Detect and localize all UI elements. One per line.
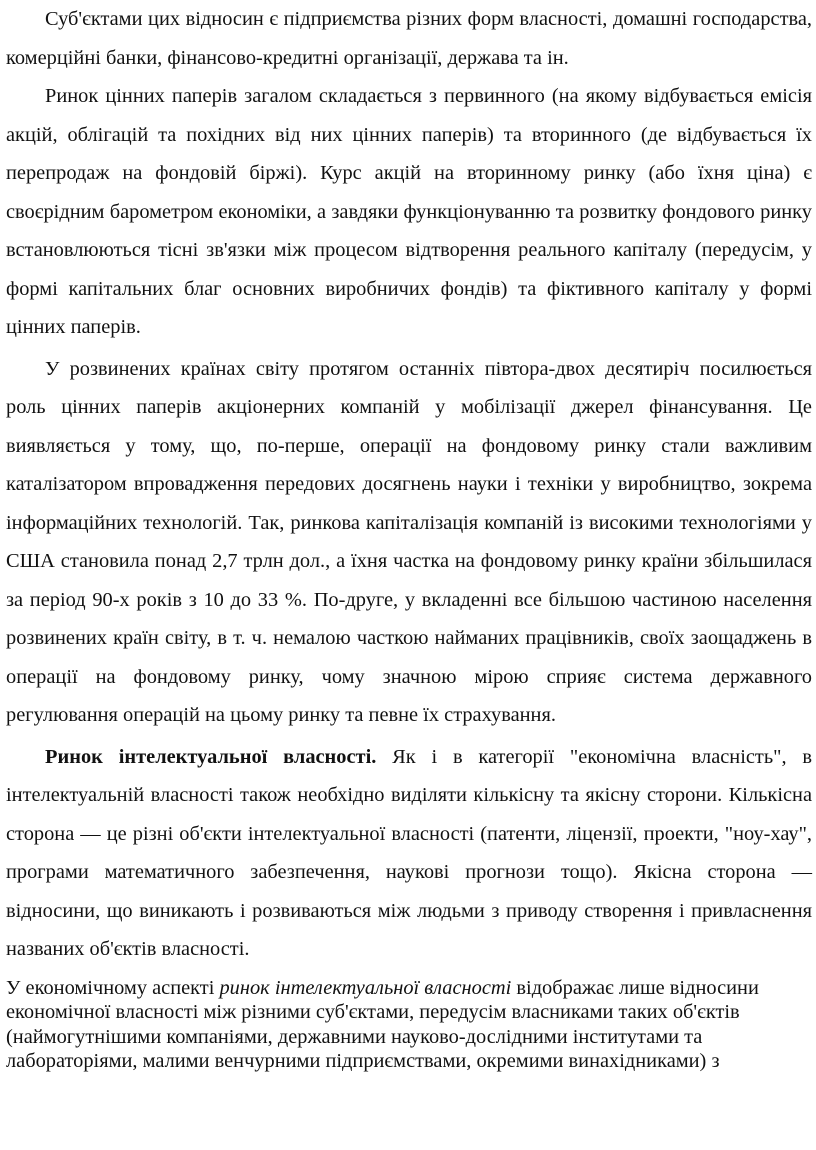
paragraph-developed-countries: У розвинених країнах світу протягом останніх півтора-двох десятиріч посилюється роль цінних паперів акціонерних компаній у мобілізації джерел фінансування. Це виявляється у тому, що, по-перше, операції на фондовому ринку стали важливим каталізатором впровадження передових досягнень науки і техніки у виробництво, зокрема інформаційних технологій. Так, ринкова капіталізація компаній із високими технологіями у США становила понад 2,7 трлн дол., а їхня частка на фондовому ринку країни збільшилася за період 90-х років з 10 до 33 %. По-друге, у вкладенні все більшою частиною населення розвинених країн світу, в т. ч. немалою часткою найманих працівників, своїх заощаджень в операції на фондовому ринку, чому значною мірою сприяє система державного регулювання операцій на цьому ринку та певне їх страхування. — [6, 357, 812, 726]
paragraph-text: Як і в категорії "економічна власність", в інтелектуальній власності також необхідно виділяти кількісну та якісну сторони. Кількісна сторона — це різні об'єкти інтелектуальної власності (патенти, ліцензії, проекти, "ноу-хау", програми математичного забезпечення, наукові прогнози тощо). Якісна сторона — відносини, що виникають і розвиваються між людьми з приводу створення і привласнення названих об'єктів власності. — [6, 745, 812, 960]
paragraph-text-start: У економічному аспекті — [6, 976, 220, 999]
paragraph-text-rest: відображає лише відносини економічної власності між різними суб'єктами, передусім власниками таких об'єктів (наймогутнішими компаніями, державними науково-дослідними інститутами та лабораторіями, малими венчурними підприємствами, окремими винахідниками) з — [6, 976, 759, 1072]
paragraph-subjects: Суб'єктами цих відносин є підприємства різних форм власності, домашні господарства, комерційні банки, фінансово-кредитні організації, держава та ін. — [6, 8, 812, 69]
section-heading: Ринок інтелектуальної власності. — [45, 745, 377, 768]
paragraph-economic-aspect — [6, 976, 812, 1074]
paragraph-securities-market: Ринок цінних паперів загалом складається з первинного (на якому відбувається емісія акцій, облігацій та похідних від них цінних паперів) та вторинного (де відбувається їх перепродаж на фондовій біржі). Курс акцій на вторинному ринку (або їхня ціна) є своєрідним барометром економіки, а завдяки функціонуванню та розвитку фондового ринку встановлюються тісні зв'язки між процесом відтворення реального капіталу (передусім, у формі капітальних благ основних виробничих фондів) та фіктивного капіталу у формі цінних паперів. — [6, 85, 812, 338]
italic-term: ринок інтелектуальної власності — [219, 976, 512, 999]
paragraph-intellectual-property — [6, 738, 812, 969]
document-page — [6, 0, 812, 1074]
